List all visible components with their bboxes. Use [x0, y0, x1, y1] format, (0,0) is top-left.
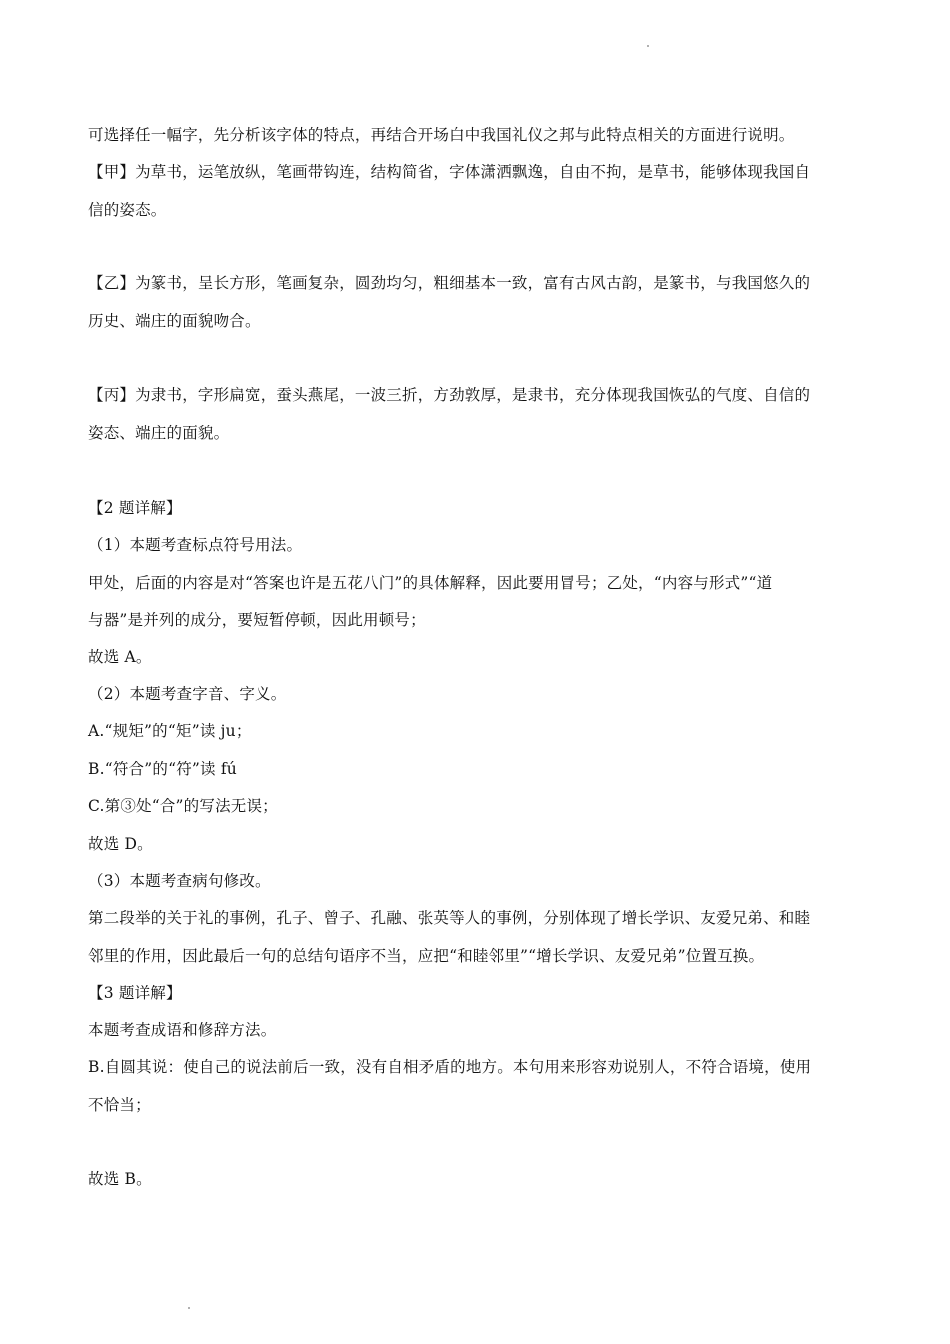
- section-heading-q3: 【3 题详解】: [88, 984, 182, 1002]
- paragraph-yi-line-2: 历史、端庄的面貌吻合。: [88, 312, 261, 330]
- q2-part1-explanation-line-2: 与器”是并列的成分，要短暂停顿，因此用顿号；: [88, 611, 426, 629]
- scan-mark-top: [647, 45, 649, 47]
- q2-part2-option-a: A.“规矩”的“矩”读 ju；: [88, 722, 252, 740]
- q2-part2-option-b: B.“符合”的“符”读 fú: [88, 760, 237, 778]
- q2-part2-option-c: C.第③处“合”的写法无误；: [88, 797, 278, 815]
- paragraph-yi-line-1: 【乙】为篆书，呈长方形，笔画复杂，圆劲均匀，粗细基本一致，富有古风古韵，是篆书，与我国悠久的: [88, 274, 811, 292]
- q2-part3-title: （3）本题考查病句修改。: [88, 872, 271, 890]
- q2-part3-explanation-line-2: 邻里的作用，因此最后一句的总结句语序不当，应把“和睦邻里”“增长学识、友爱兄弟”位置互换。: [88, 947, 765, 965]
- paragraph-bing-line-1: 【丙】为隶书，字形扁宽，蚕头燕尾，一波三折，方劲敦厚，是隶书，充分体现我国恢弘的气度、自信的: [88, 386, 811, 404]
- q2-part2-answer: 故选 D。: [88, 835, 153, 853]
- scan-mark-bottom: [188, 1307, 190, 1309]
- q3-answer: 故选 B。: [88, 1170, 152, 1188]
- q2-part1-answer: 故选 A。: [88, 648, 152, 666]
- paragraph-intro: 可选择任一幅字，先分析该字体的特点，再结合开场白中我国礼仪之邦与此特点相关的方面进行说明。: [88, 126, 795, 144]
- section-heading-q2: 【2 题详解】: [88, 499, 182, 517]
- paragraph-jia-line-1: 【甲】为草书，运笔放纵，笔画带钩连，结构简省，字体潇洒飘逸，自由不拘，是草书，能够体现我国自: [88, 163, 811, 181]
- paragraph-bing-line-2: 姿态、端庄的面貌。: [88, 424, 230, 442]
- q2-part2-title: （2）本题考查字音、字义。: [88, 685, 287, 703]
- q2-part1-explanation-line-1: 甲处，后面的内容是对“答案也许是五花八门”的具体解释，因此要用冒号；乙处，“内容与形式”“道: [88, 574, 773, 592]
- q2-part1-title: （1）本题考查标点符号用法。: [88, 536, 303, 554]
- q3-explanation-line-2: 不恰当；: [88, 1096, 151, 1114]
- paragraph-jia-line-2: 信的姿态。: [88, 201, 167, 219]
- q3-explanation-line-1: B.自圆其说：使自己的说法前后一致，没有自相矛盾的地方。本句用来形容劝说别人，不符合语境，使用: [88, 1058, 812, 1076]
- q3-title: 本题考查成语和修辞方法。: [88, 1021, 277, 1039]
- q2-part3-explanation-line-1: 第二段举的关于礼的事例，孔子、曾子、孔融、张英等人的事例，分别体现了增长学识、友爱兄弟、和睦: [88, 909, 811, 927]
